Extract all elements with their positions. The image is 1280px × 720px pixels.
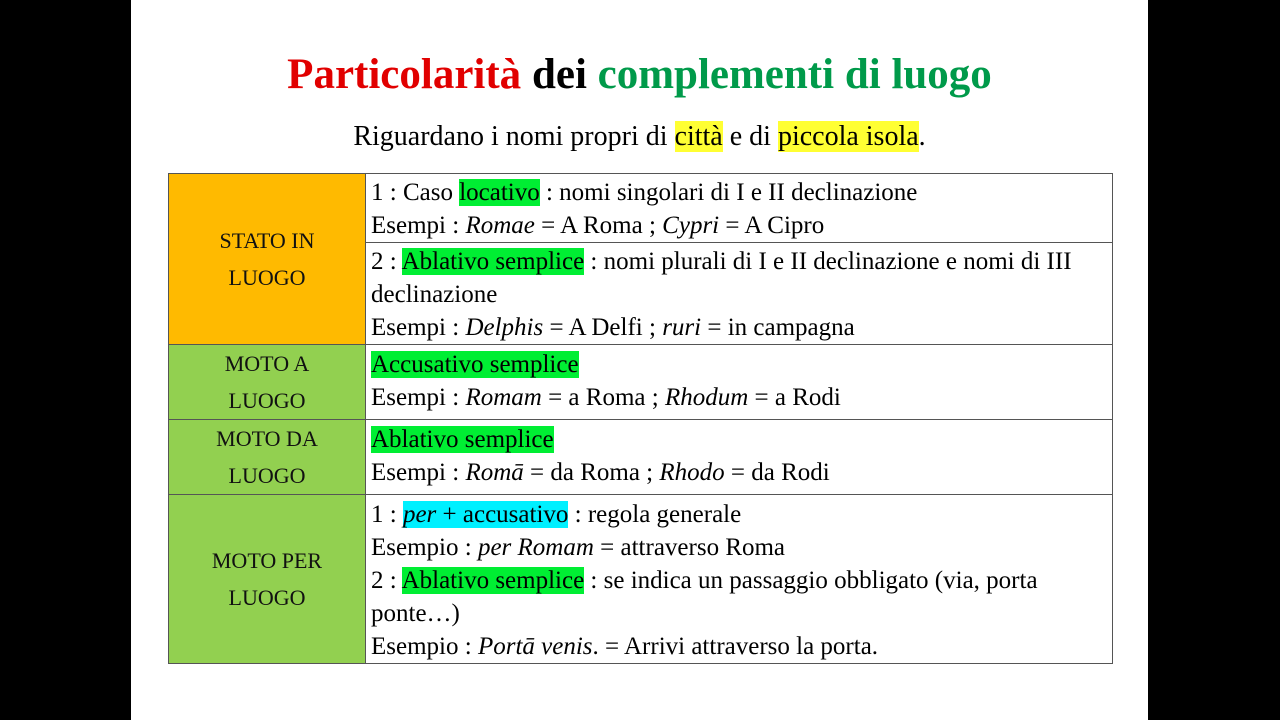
highlight-ablativo: Ablativo semplice	[371, 426, 554, 453]
table-row-moto-da	[169, 420, 1113, 495]
row-label-moto-a	[169, 345, 366, 420]
row-label-stato	[169, 174, 366, 345]
slide-title	[131, 47, 1148, 103]
row-label-moto-per	[169, 495, 366, 664]
row-label-text: MOTO DA LUOGO	[216, 426, 318, 488]
rule-line	[371, 564, 1112, 630]
cell-moto-da	[366, 420, 1113, 495]
example-translation: = A Cipro	[719, 212, 825, 239]
table-row-moto-per	[169, 495, 1113, 664]
title-part-dei: dei	[521, 51, 598, 98]
example-translation: = in campagna	[701, 314, 855, 341]
table-row-stato-a	[169, 174, 1113, 243]
highlight-accusativo: + accusativo	[436, 501, 569, 528]
highlight-locativo: locativo	[459, 179, 540, 206]
example-latin: Portā venis	[477, 633, 593, 660]
rule-prefix: 1 :	[371, 501, 403, 528]
example-latin: Cypri	[662, 212, 720, 239]
rule-prefix: 2 :	[371, 248, 402, 275]
example-line	[371, 311, 1112, 344]
row-label-text: STATO IN LUOGO	[219, 228, 315, 290]
subtitle-highlight-citta: città	[674, 121, 723, 152]
example-latin: Rhodum	[664, 384, 749, 411]
rule-line	[371, 348, 1112, 381]
example-translation: = a Roma ;	[541, 384, 665, 411]
example-latin: Delphis	[465, 314, 544, 341]
example-translation: = da Roma ;	[523, 459, 660, 486]
example-latin: Rhodo	[659, 459, 725, 486]
example-line	[371, 630, 1112, 663]
subtitle-text: Riguardano i nomi propri di	[353, 121, 675, 152]
example-latin: Romam	[465, 384, 542, 411]
example-latin: Romae	[465, 212, 535, 239]
highlight-per: per	[402, 501, 437, 528]
example-line	[371, 531, 1112, 564]
cell-moto-a	[366, 345, 1113, 420]
example-prefix: Esempi :	[371, 212, 466, 239]
row-label-text: MOTO PER LUOGO	[211, 548, 323, 610]
highlight-ablativo: Ablativo semplice	[401, 248, 585, 275]
example-translation: = A Roma ;	[534, 212, 663, 239]
title-part-particolarita: Particolarità	[287, 51, 522, 98]
highlight-ablativo: Ablativo semplice	[401, 567, 585, 594]
cell-moto-per	[366, 495, 1113, 664]
subtitle-text: .	[918, 121, 926, 152]
title-part-complementi: complementi di luogo	[597, 51, 992, 98]
complementi-table	[168, 173, 1113, 664]
example-line	[371, 456, 1112, 489]
rule-line	[371, 423, 1112, 456]
example-line	[371, 381, 1112, 414]
example-translation: . = Arrivi attraverso la porta.	[592, 633, 879, 660]
example-latin: ruri	[662, 314, 702, 341]
example-translation: = attraverso Roma	[593, 534, 786, 561]
example-prefix: Esempi :	[371, 384, 466, 411]
slide	[131, 0, 1148, 720]
highlight-accusativo: Accusativo semplice	[371, 351, 579, 378]
rule-suffix: : regola generale	[568, 501, 742, 528]
rule-line	[371, 498, 1112, 531]
rule-suffix: : nomi plurali di I e II declinazione e nomi di III declinazione	[371, 248, 1072, 308]
example-latin: per Romam	[477, 534, 594, 561]
row-label-moto-da	[169, 420, 366, 495]
row-label-text: MOTO A LUOGO	[224, 351, 310, 413]
example-translation: = da Rodi	[724, 459, 830, 486]
subtitle-highlight-isola: piccola isola	[777, 121, 919, 152]
cell-stato-locativo	[366, 174, 1113, 243]
rule-prefix: 2 :	[371, 567, 402, 594]
example-latin: Romā	[465, 459, 524, 486]
example-prefix: Esempi :	[371, 459, 466, 486]
cell-stato-ablativo	[366, 243, 1113, 345]
slide-subtitle	[131, 118, 1148, 156]
table-row-moto-a	[169, 345, 1113, 420]
example-translation: = a Rodi	[748, 384, 841, 411]
rule-prefix: 1 : Caso	[371, 179, 460, 206]
example-line	[371, 209, 1112, 242]
highlight-per-accusativo	[403, 501, 568, 528]
example-prefix: Esempio :	[371, 534, 478, 561]
example-translation: = A Delfi ;	[543, 314, 663, 341]
subtitle-text: e di	[722, 121, 778, 152]
example-prefix: Esempi :	[371, 314, 466, 341]
rule-suffix: : se indica un passaggio obbligato (via, porta ponte…)	[371, 567, 1038, 627]
rule-line	[371, 245, 1112, 311]
rule-suffix: : nomi singolari di I e II declinazione	[539, 179, 918, 206]
example-prefix: Esempio :	[371, 633, 478, 660]
rule-line	[371, 176, 1112, 209]
